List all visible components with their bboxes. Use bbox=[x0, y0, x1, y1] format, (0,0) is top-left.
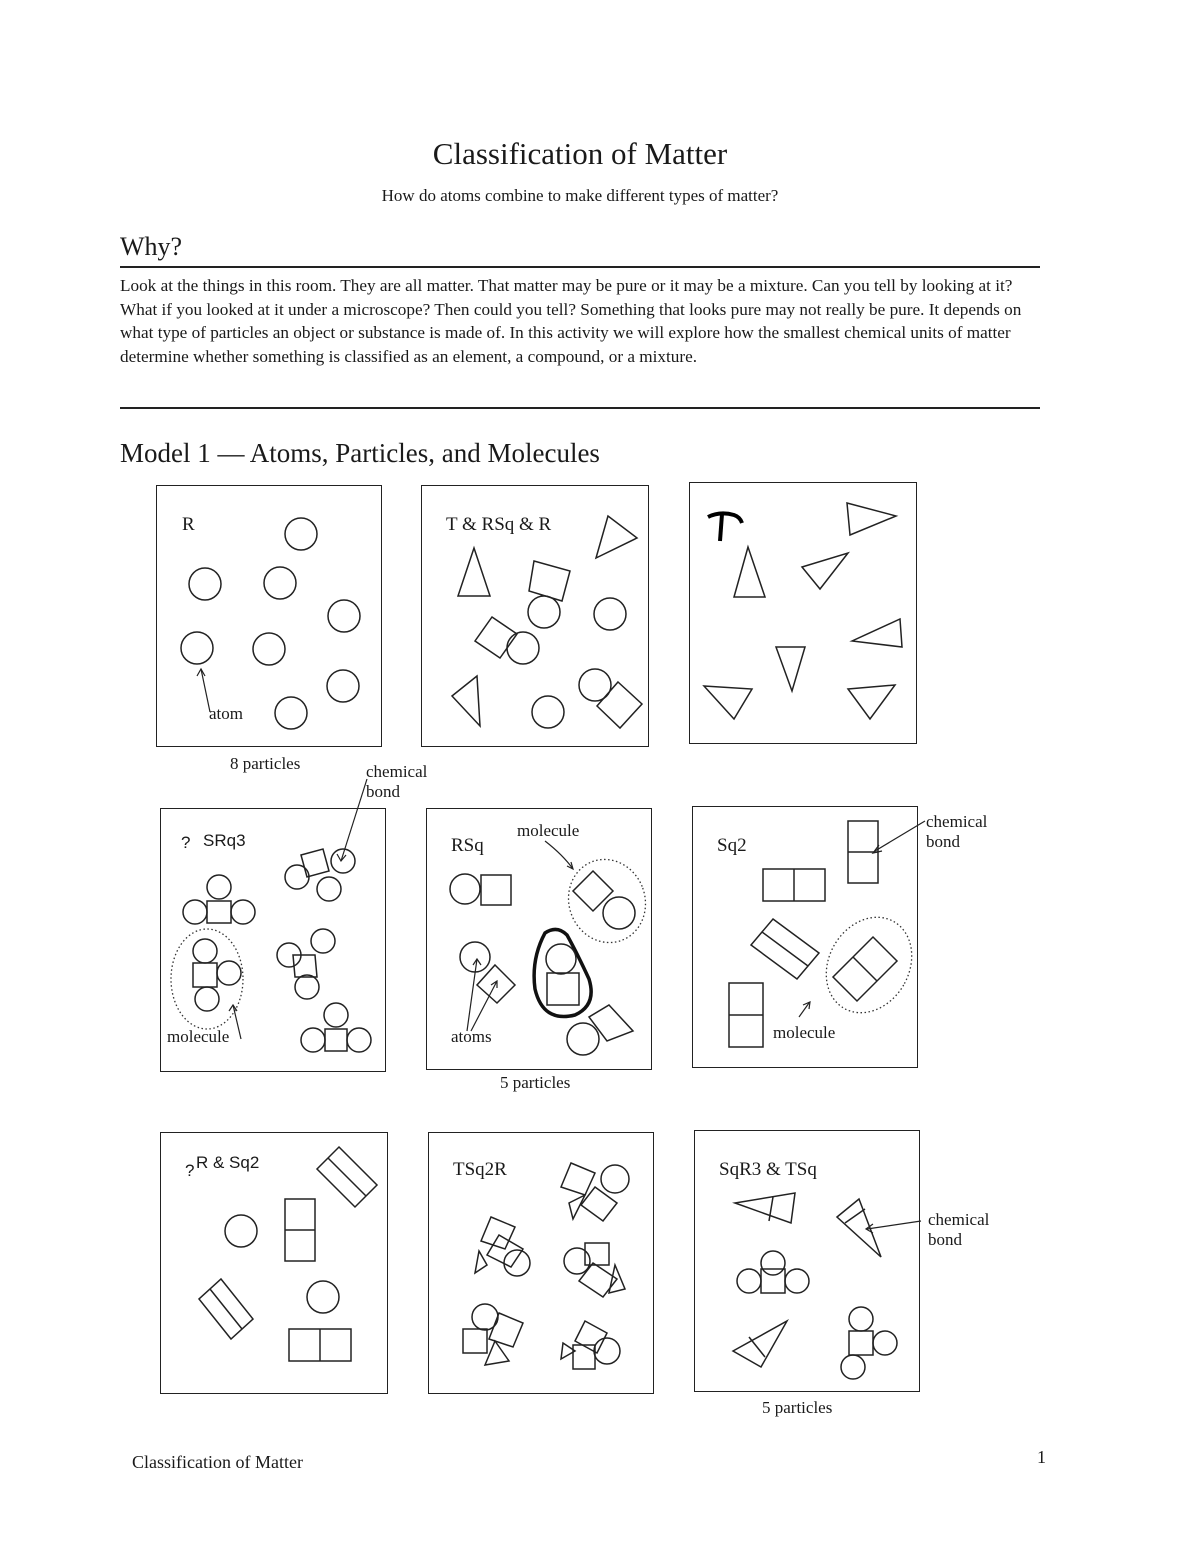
footer-title: Classification of Matter bbox=[132, 1452, 303, 1472]
panel-label: Sq2 bbox=[717, 835, 747, 856]
panel-7-drawing bbox=[161, 1133, 389, 1395]
panel-4 bbox=[160, 808, 386, 1072]
panel-3-drawing bbox=[690, 483, 918, 745]
atom-note: atom bbox=[209, 704, 243, 723]
panel-1-caption: 8 particles bbox=[230, 754, 301, 773]
molecule-note: molecule bbox=[167, 1027, 230, 1046]
panel-6 bbox=[692, 806, 918, 1068]
chemical-bond-note bbox=[366, 762, 427, 802]
panel-label: RSq bbox=[451, 835, 484, 856]
chemical-bond-note bbox=[926, 812, 987, 852]
why-bottom-rule bbox=[120, 407, 1040, 409]
panel-label: T & RSq & R bbox=[446, 514, 552, 535]
panel-2-drawing bbox=[422, 486, 650, 748]
why-top-rule bbox=[120, 266, 1040, 268]
panel-label: R & Sq2 bbox=[196, 1153, 260, 1172]
molecule-note: molecule bbox=[773, 1023, 836, 1042]
molecule-note: molecule bbox=[517, 821, 580, 840]
panel-5-caption: 5 particles bbox=[500, 1073, 571, 1092]
note-line: chemical bbox=[926, 812, 988, 831]
note-line: bond bbox=[926, 832, 960, 851]
panel-7 bbox=[160, 1132, 388, 1394]
panel-5 bbox=[426, 808, 652, 1070]
panel-8 bbox=[428, 1132, 654, 1394]
atoms-note: atoms bbox=[451, 1027, 492, 1046]
panel-2 bbox=[421, 485, 649, 747]
model-heading: Model 1 — Atoms, Particles, and Molecules bbox=[120, 438, 600, 468]
panel-label: TSq2R bbox=[453, 1159, 507, 1180]
panel-9-caption: 5 particles bbox=[762, 1398, 833, 1417]
panel-label: R bbox=[182, 514, 195, 535]
note-line: chemical bbox=[366, 762, 428, 781]
panel-label: SqR3 & TSq bbox=[719, 1159, 817, 1180]
note-line: chemical bbox=[928, 1210, 990, 1229]
question-mark: ? bbox=[181, 833, 191, 852]
note-line: bond bbox=[366, 782, 400, 801]
chemical-bond-note bbox=[928, 1210, 989, 1250]
panel-3 bbox=[689, 482, 917, 744]
page-title: Classification of Matter bbox=[432, 136, 728, 171]
panel-9-drawing bbox=[695, 1131, 921, 1393]
panel-8-drawing bbox=[429, 1133, 655, 1395]
panel-1-drawing bbox=[157, 486, 383, 748]
note-line: bond bbox=[928, 1230, 962, 1249]
why-heading: Why? bbox=[120, 232, 183, 261]
page-subtitle: How do atoms combine to make different types of matter? bbox=[381, 186, 779, 205]
panel-9 bbox=[694, 1130, 920, 1392]
question-mark: ? bbox=[185, 1161, 195, 1180]
panel-label: SRq3 bbox=[203, 831, 246, 850]
page-number: 1 bbox=[1037, 1447, 1046, 1467]
why-paragraph: Look at the things in this room. They are all matter. That matter may be pure or it may be a mixture. Can you tell by looking at it? What if you looked at it under a microscope? Then could you tell? Something that looks pure may not really be pure. It depends on what type of particles an object or substance is made of. In this activity we will explore how the smallest chemical units of matter determine whether something is classified as an element, a compound, or a mixture. bbox=[120, 276, 1022, 366]
panel-1 bbox=[156, 485, 382, 747]
